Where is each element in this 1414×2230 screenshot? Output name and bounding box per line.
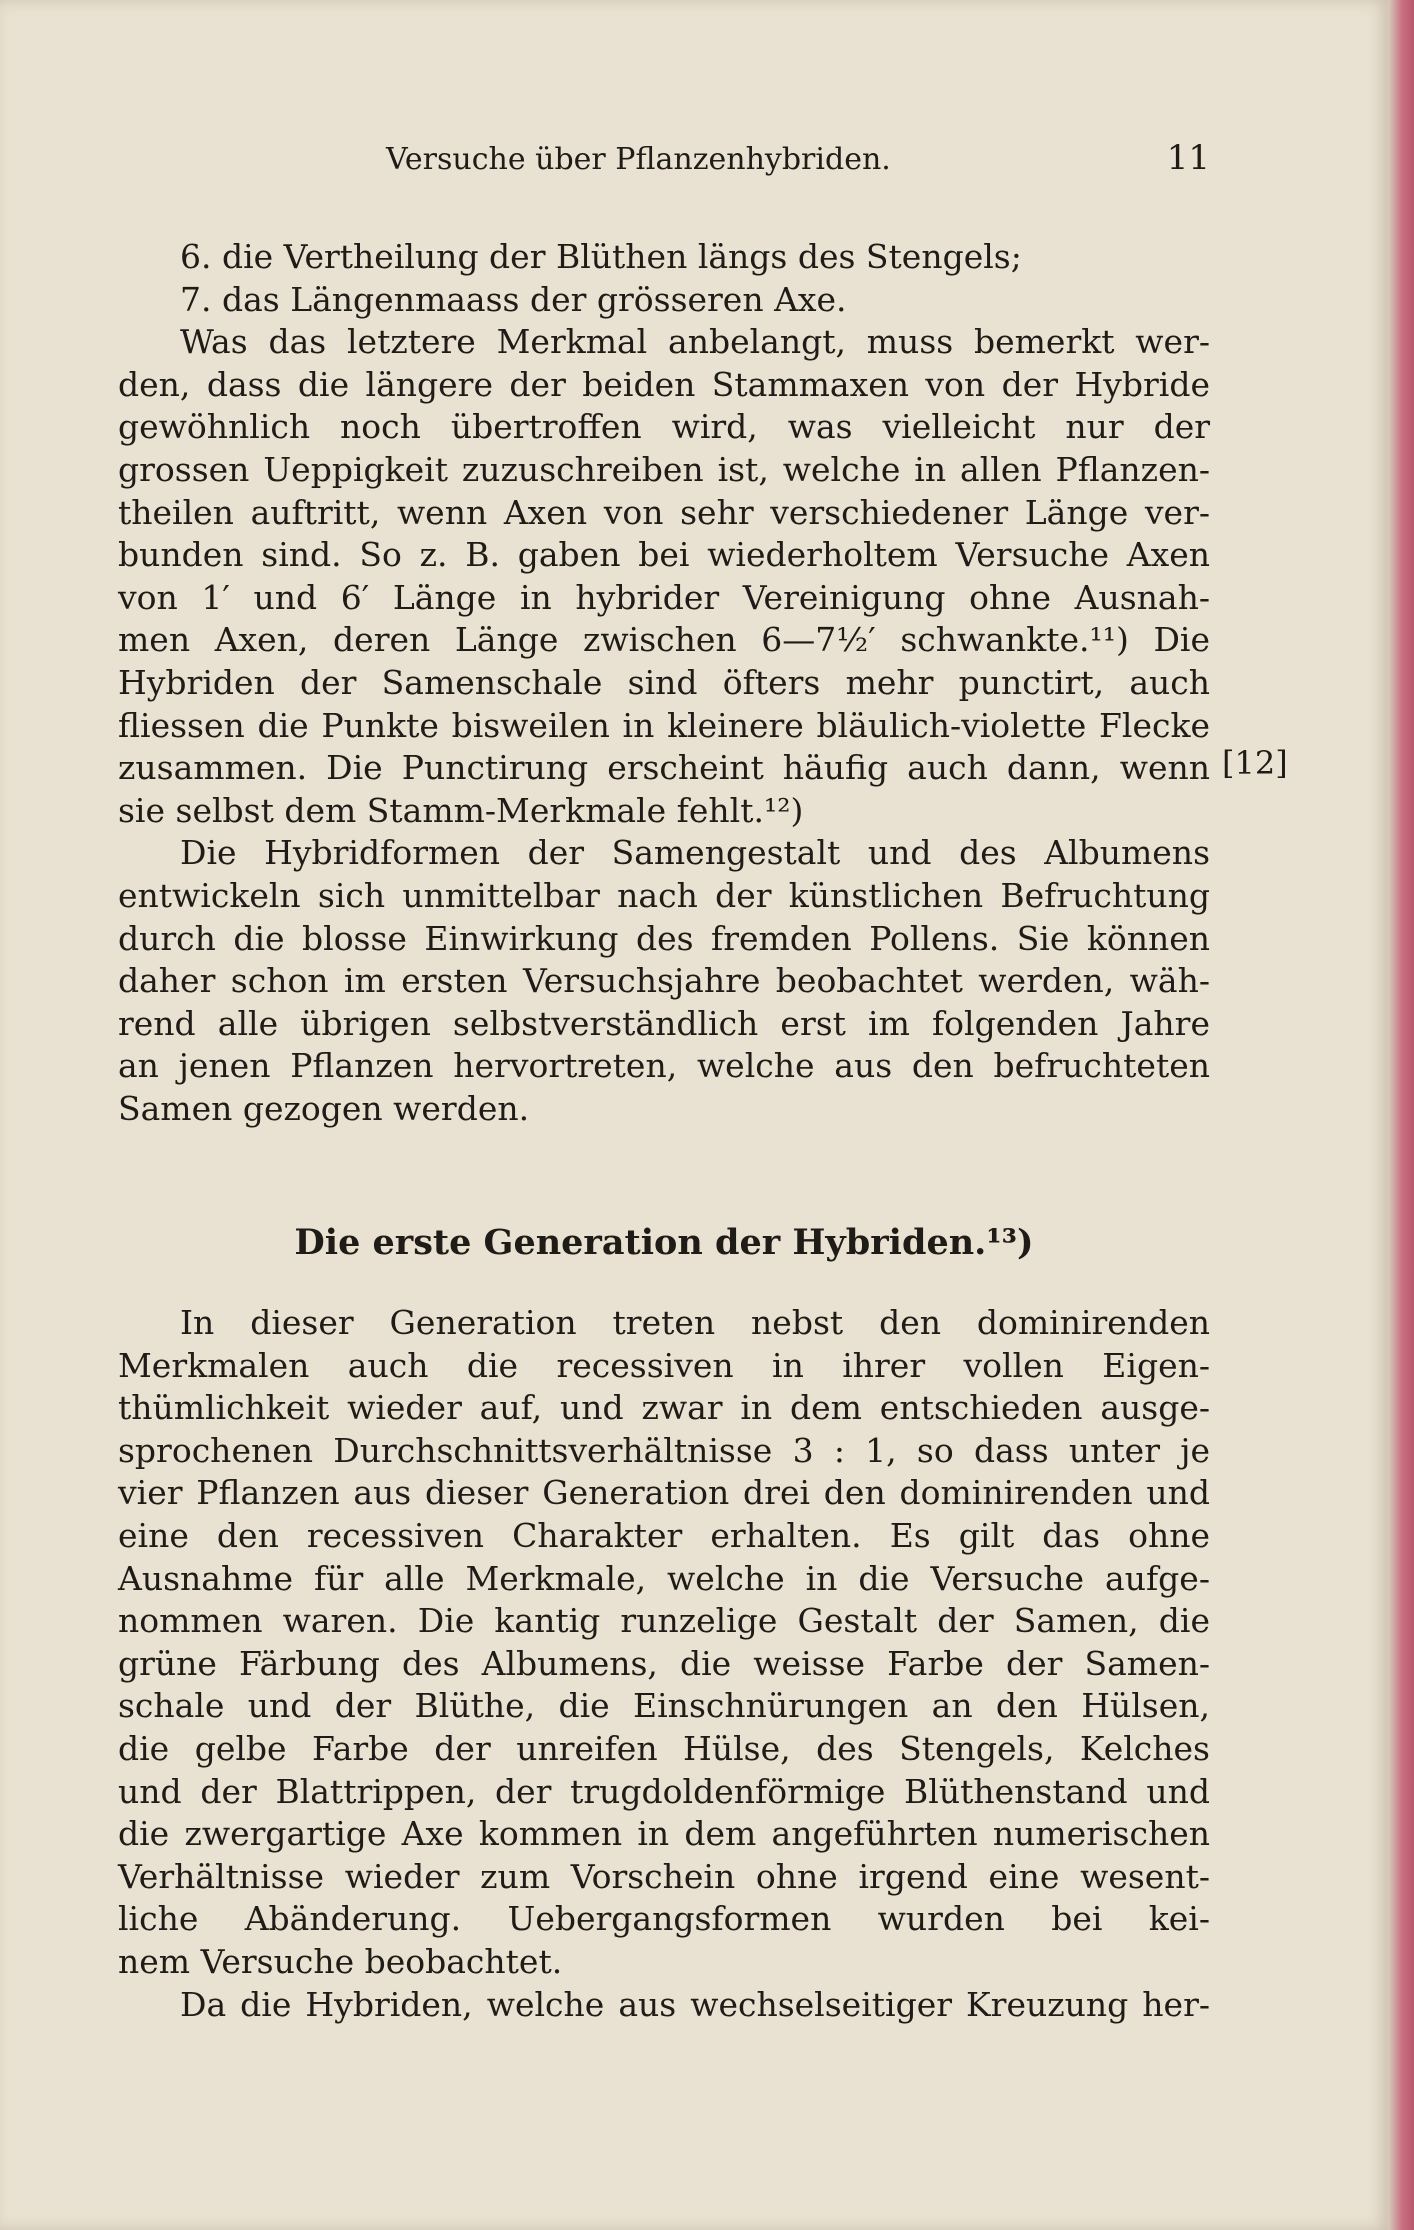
text-line: und der Blattrippen, der trugdoldenförmige Blüthenstand und: [118, 1771, 1210, 1811]
body-text-block-1: [118, 236, 1210, 1130]
text-line: Hybriden der Samenschale sind öfters mehr punctirt, auch: [118, 662, 1210, 702]
text-line: men Axen, deren Länge zwischen 6—7½′ schwankte.¹¹) Die: [118, 620, 1210, 660]
text-line: sie selbst dem Stamm-Merkmale fehlt.¹²): [118, 790, 804, 830]
text-line: den, dass die längere der beiden Stammaxen von der Hybride: [118, 364, 1210, 404]
text-line: die gelbe Farbe der unreifen Hülse, des Stengels, Kelches: [118, 1728, 1210, 1768]
text-line: vier Pflanzen aus dieser Generation drei den dominirenden und: [118, 1473, 1210, 1513]
text-line: 6. die Vertheilung der Blüthen längs des Stengels;: [180, 237, 1022, 276]
text-line: Verhältnisse wieder zum Vorschein ohne irgend eine wesent-: [118, 1856, 1210, 1896]
text-line: von 1′ und 6′ Länge in hybrider Vereinigung ohne Ausnah-: [118, 577, 1210, 617]
text-line: entwickeln sich unmittelbar nach der künstlichen Befruchtung: [118, 875, 1210, 915]
text-line: thümlichkeit wieder auf, und zwar in dem entschieden ausge-: [118, 1388, 1210, 1428]
text-line: fliessen die Punkte bisweilen in kleinere bläulich-violette Flecke: [118, 705, 1210, 745]
text-line: nommen waren. Die kantig runzelige Gestalt der Samen, die: [118, 1601, 1210, 1641]
running-title: Versuche über Pflanzenhybriden.: [386, 142, 891, 177]
text-line: nem Versuche beobachtet.: [118, 1941, 563, 1981]
text-line: bunden sind. So z. B. gaben bei wiederholtem Versuche Axen: [118, 535, 1210, 575]
text-line: gewöhnlich noch übertroffen wird, was vielleicht nur der: [118, 407, 1210, 447]
text-line: die zwergartige Axe kommen in dem angeführten numerischen: [118, 1814, 1210, 1854]
text-line: Die Hybridformen der Samengestalt und des Albumens: [180, 833, 1210, 873]
text-line: Was das letztere Merkmal anbelangt, muss bemerkt wer-: [180, 322, 1210, 362]
text-line: liche Abänderung. Uebergangsformen wurden bei kei-: [118, 1899, 1210, 1939]
marginal-page-reference: [12]: [1222, 744, 1288, 782]
section-heading: Die erste Generation der Hybriden.¹³): [294, 1222, 1034, 1263]
text-line: In dieser Generation treten nebst den dominirenden: [180, 1303, 1210, 1342]
text-line: Ausnahme für alle Merkmale, welche in die Versuche aufge-: [118, 1558, 1210, 1598]
text-line: an jenen Pflanzen hervortreten, welche aus den befruchteten: [118, 1046, 1210, 1086]
text-line: Samen gezogen werden.: [118, 1088, 530, 1128]
page-edge: [1388, 0, 1414, 2230]
text-line: rend alle übrigen selbstverständlich erst im folgenden Jahre: [118, 1003, 1210, 1043]
text-line: grüne Färbung des Albumens, die weisse Farbe der Samen-: [118, 1643, 1210, 1683]
text-line: sprochenen Durchschnittsverhältnisse 3 : 1, so dass unter je: [118, 1430, 1210, 1470]
text-line: zusammen. Die Punctirung erscheint häufig auch dann, wenn: [118, 748, 1210, 788]
text-line: grossen Ueppigkeit zuzuschreiben ist, welche in allen Pflanzen-: [118, 449, 1210, 489]
body-text-block-2: [118, 1302, 1210, 2026]
page-header: [118, 138, 1210, 186]
text-line: 7. das Längenmaass der grösseren Axe.: [180, 279, 847, 319]
text-line: theilen auftritt, wenn Axen von sehr verschiedener Länge ver-: [118, 492, 1210, 532]
page-number: 11: [1166, 138, 1210, 178]
text-line: Merkmalen auch die recessiven in ihrer vollen Eigen-: [118, 1345, 1210, 1385]
text-line: daher schon im ersten Versuchsjahre beobachtet werden, wäh-: [118, 961, 1210, 1001]
text-line: durch die blosse Einwirkung des fremden Pollens. Sie können: [118, 918, 1210, 958]
text-line: schale und der Blüthe, die Einschnürungen an den Hülsen,: [118, 1686, 1210, 1726]
text-line: eine den recessiven Charakter erhalten. Es gilt das ohne: [118, 1515, 1210, 1555]
text-line: Da die Hybriden, welche aus wechselseitiger Kreuzung her-: [180, 1984, 1210, 2024]
